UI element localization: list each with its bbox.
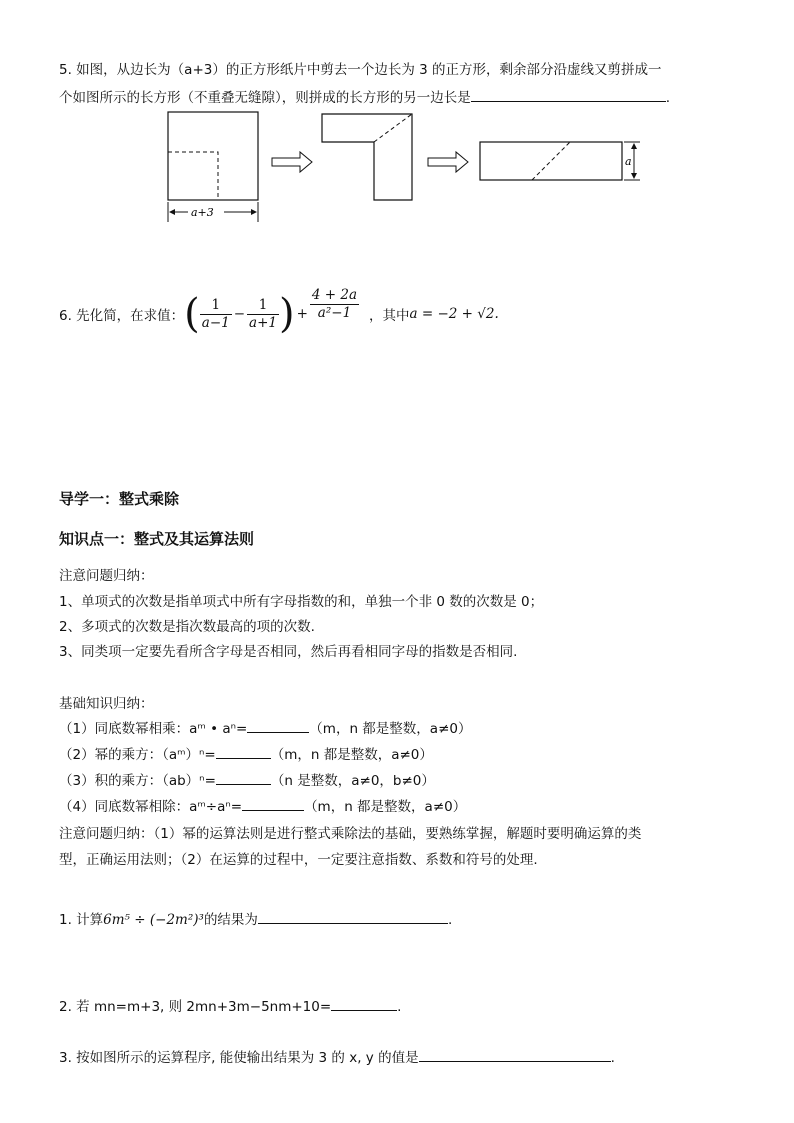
- problem-2: [59, 995, 401, 1015]
- rule-1-cond: （m，n 都是整数，a≠0）: [309, 721, 472, 737]
- big-square: [168, 112, 258, 200]
- result-rectangle: [480, 142, 622, 180]
- rule-4-label: （4）同底数幂相除：: [59, 799, 190, 815]
- rule-4-cond: （m，n 都是整数，a≠0）: [304, 799, 467, 815]
- p1-end: .: [447, 912, 453, 928]
- rule-3-cond: （n 是整数，a≠0，b≠0）: [270, 773, 435, 789]
- q6-condition-prefix: ，其中: [369, 308, 410, 324]
- rule-3: [59, 769, 435, 789]
- p3-end: .: [610, 1050, 615, 1066]
- rule-4-blank[interactable]: [242, 796, 304, 811]
- q5-figure: [160, 108, 660, 228]
- rule-3-blank[interactable]: [216, 770, 271, 785]
- q5-line1: 5. 如图，从边长为（a+3）的正方形纸片中剪去一个边长为 3 的正方形，剩余部分沿虚线又剪拼成一: [59, 62, 662, 78]
- plus-sign: +: [296, 306, 308, 322]
- basics-title: 基础知识归纳：: [59, 696, 154, 712]
- rule-2-blank[interactable]: [216, 744, 271, 759]
- q5-line2-end: .: [665, 90, 671, 106]
- p3-text: 3. 按如图所示的运算程序, 能使输出结果为 3 的 x, y 的值是: [59, 1050, 419, 1066]
- note-2: 2、多项式的次数是指次数最高的项的次数.: [59, 619, 315, 635]
- rule-1-expr: aᵐ • aⁿ=: [189, 721, 248, 737]
- rule-3-expr: （ab）ⁿ=: [162, 773, 216, 789]
- q5-line2: [59, 86, 670, 106]
- rule-1: [59, 717, 471, 737]
- knowledge-title: 知识点一：整式及其运算法则: [59, 530, 255, 548]
- fraction-3: [310, 287, 359, 322]
- rule-4-expr: aᵐ÷aⁿ=: [189, 799, 243, 815]
- f2-den: a+1: [249, 314, 277, 331]
- hollow-arrow-icon: [272, 152, 312, 172]
- f1-num: 1: [200, 297, 232, 315]
- q5-line2-text: 个如图所示的长方形（不重叠无缝隙），则拼成的长方形的另一边长是: [59, 90, 471, 106]
- arrow-right-icon: [251, 209, 257, 215]
- rule-3-label: （3）积的乘方：: [59, 773, 163, 789]
- minus-sign: −: [233, 306, 246, 322]
- guide-title: 导学一：整式乘除: [59, 490, 180, 508]
- q6-condition-math: a = −2 + √2.: [409, 306, 499, 322]
- fraction-1: [200, 297, 232, 332]
- f1-den: a−1: [201, 314, 230, 331]
- rule-2-expr: （aᵐ）ⁿ=: [162, 747, 216, 763]
- hollow-arrow-icon: [428, 152, 468, 172]
- q6-line: 6. 先化简，在求值：( $\frac{1}{a-1}$ − $\frac{1}{a+1}$ ) + $\frac{4 + 2a}{\text{a²−1}}$ ，其中a = −2 + √2.: [59, 286, 499, 337]
- arrow-up-icon: [631, 143, 637, 149]
- problem-3: [59, 1046, 615, 1066]
- l-shape-dashed: [374, 114, 412, 142]
- p2-end: .: [397, 999, 402, 1015]
- problem-1: [59, 908, 452, 928]
- rule-4: [59, 795, 466, 815]
- note-3: 3、同类项一定要先看所含字母是否相同，然后再看相同字母的指数是否相同.: [59, 644, 518, 660]
- f3-den: a²−1: [317, 304, 352, 321]
- q6-prefix: 6. 先化简，在求值：: [59, 308, 185, 324]
- note-1: 1、单项式的次数是指单项式中所有字母指数的和，单独一个非 0 数的次数是 0；: [59, 594, 544, 610]
- rule-1-blank[interactable]: [247, 718, 309, 733]
- cut-dashed-line: [168, 152, 218, 200]
- arrow-left-icon: [169, 209, 175, 215]
- height-label: a: [625, 155, 632, 168]
- p1-answer-blank[interactable]: [258, 909, 448, 924]
- rule-2-label: （2）幂的乘方：: [59, 747, 163, 763]
- l-shape: [322, 114, 412, 200]
- p1-math: 6m⁵ ÷ (−2m²)³: [103, 912, 204, 928]
- arrow-down-icon: [631, 173, 637, 179]
- caution-line-1: 注意问题归纳：（1）幂的运算法则是进行整式乘除法的基础，要熟练掌握，解题时要明确运算的类: [59, 826, 642, 842]
- caution-line-2: 型，正确运用法则；（2）在运算的过程中，一定要注意指数、系数和符号的处理.: [59, 852, 538, 868]
- f2-num: 1: [247, 297, 279, 315]
- p3-answer-blank[interactable]: [419, 1047, 611, 1062]
- rule-1-label: （1）同底数幂相乘：: [59, 721, 190, 737]
- f3-num: 4 + 2a: [311, 286, 358, 303]
- rect-dashed: [532, 142, 570, 180]
- p1-prefix: 1. 计算: [59, 912, 104, 928]
- rule-2: [59, 743, 433, 763]
- p2-answer-blank[interactable]: [331, 996, 397, 1011]
- fraction-2: [247, 297, 279, 332]
- rule-2-cond: （m，n 都是整数，a≠0）: [270, 747, 433, 763]
- p1-suffix: 的结果为: [203, 912, 258, 928]
- notes-title: 注意问题归纳：: [59, 568, 154, 584]
- side-label: a+3: [191, 206, 214, 219]
- p2-text: 2. 若 mn=m+3, 则 2mn+3m−5nm+10=: [59, 999, 332, 1015]
- q5-answer-blank[interactable]: [471, 87, 666, 102]
